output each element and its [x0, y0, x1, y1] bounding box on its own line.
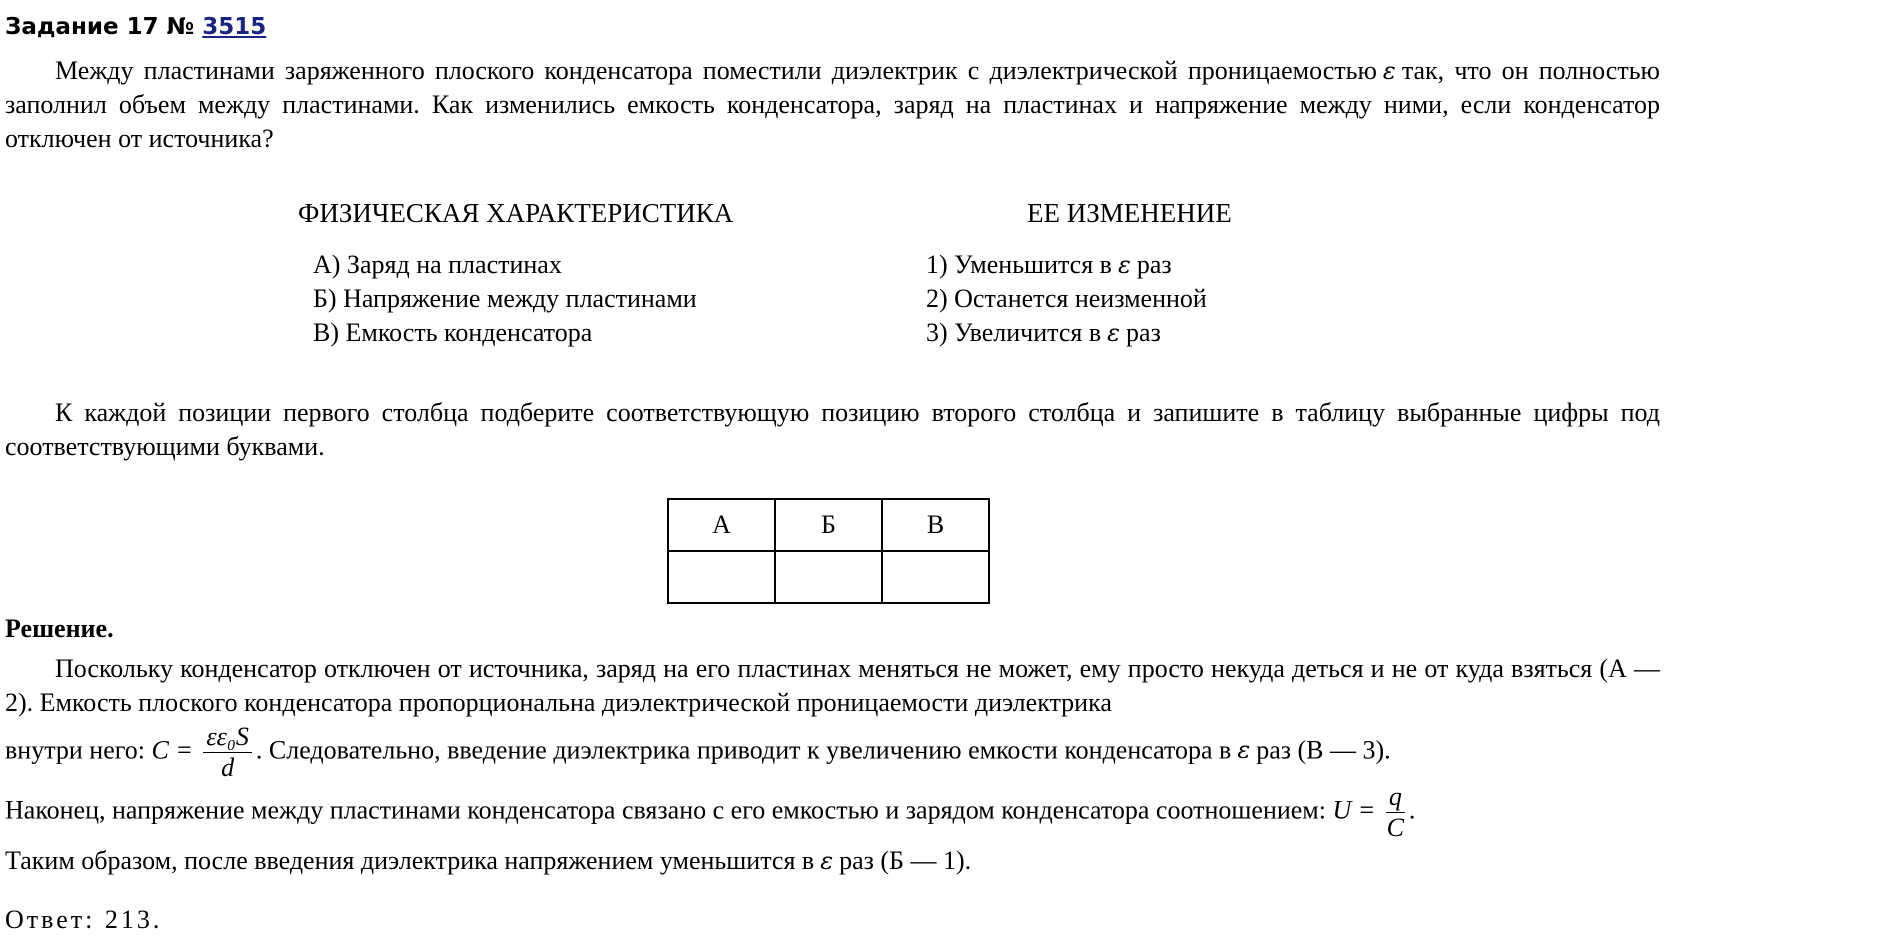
formula-c-fraction: $\frac{\text{εε₀S}}{d}$ — [203, 722, 252, 783]
answer-table-header-b: Б — [775, 499, 882, 551]
right-item-1: 1) Уменьшится в ε раз — [926, 250, 1172, 279]
solution-conclusion: Таким образом, после введения диэлектрика напряжением уменьшится в ε раз (Б — 1). — [5, 846, 972, 875]
right-item-2: 2) Останется неизменной — [926, 284, 1207, 313]
epsilon-symbol: ε — [1382, 57, 1396, 85]
epsilon-symbol: ε — [1107, 319, 1121, 347]
task-header — [5, 14, 266, 40]
left-column-header: ФИЗИЧЕСКАЯ ХАРАКТЕРИСТИКА — [298, 198, 734, 228]
left-item-v: В) Емкость конденсатора — [313, 318, 593, 347]
task-label: Задание 17 № — [5, 14, 203, 40]
solution-line-formula-u: Наконец, напряжение между пластинами конденсатора связано с его емкостью и зарядом конденсатора соотношением: U = $\frac{q}{C}$ . — [5, 782, 1416, 842]
epsilon-symbol: ε — [1237, 736, 1251, 765]
left-item-b: Б) Напряжение между пластинами — [313, 284, 697, 313]
solution-line-formula-c: внутри него: C = $\frac{\text{εε₀S}}{d}$ . Следовательно, введение диэлектрика приводит к увеличению емкости конденсатора в ε раз (В — 3). — [5, 722, 1391, 782]
solution-title: Решение. — [5, 614, 114, 643]
answer-cell-v[interactable] — [882, 551, 989, 603]
answer-line: Ответ: 213. — [5, 905, 163, 934]
right-item-3: 3) Увеличится в ε раз — [926, 318, 1161, 347]
question-text: Между пластинами заряженного плоского конденсатора поместили диэлектрик с диэлектрической проницаемостью ε так, что он полностью заполнил объем между пластинами. Как изменились емкость конденсатора, заряд на пластинах и напряжение между ними, если конденсатор отключен от источника? — [5, 56, 1660, 153]
answer-cell-a[interactable] — [668, 551, 775, 603]
solution-paragraph-1: Поскольку конденсатор отключен от источника, заряд на его пластинах меняться не может, ему просто некуда деться и не от куда взяться (А — 2). Емкость плоского конденсатора пропорциональна диэлектрической проницаемости диэлектрика — [5, 654, 1660, 717]
formula-u-lhs: U = — [1332, 795, 1376, 825]
formula-c-lhs: C = — [151, 735, 193, 765]
epsilon-symbol: ε — [820, 847, 834, 875]
epsilon-symbol: ε — [1117, 251, 1131, 279]
task-number-link[interactable]: 3515 — [202, 14, 267, 40]
right-column-header: ЕЕ ИЗМЕНЕНИЕ — [1027, 198, 1232, 228]
instruction-text: К каждой позиции первого столбца подберите соответствующую позицию второго столбца и запишите в таблицу выбранные цифры под соответствующими буквами. — [5, 398, 1660, 461]
answer-table-header-a: А — [668, 499, 775, 551]
formula-u-fraction: $\frac{q}{C}$ — [1386, 782, 1404, 842]
answer-cell-b[interactable] — [775, 551, 882, 603]
left-item-a: А) Заряд на пластинах — [313, 250, 562, 279]
answer-table-header-v: В — [882, 499, 989, 551]
answer-table — [667, 498, 990, 604]
